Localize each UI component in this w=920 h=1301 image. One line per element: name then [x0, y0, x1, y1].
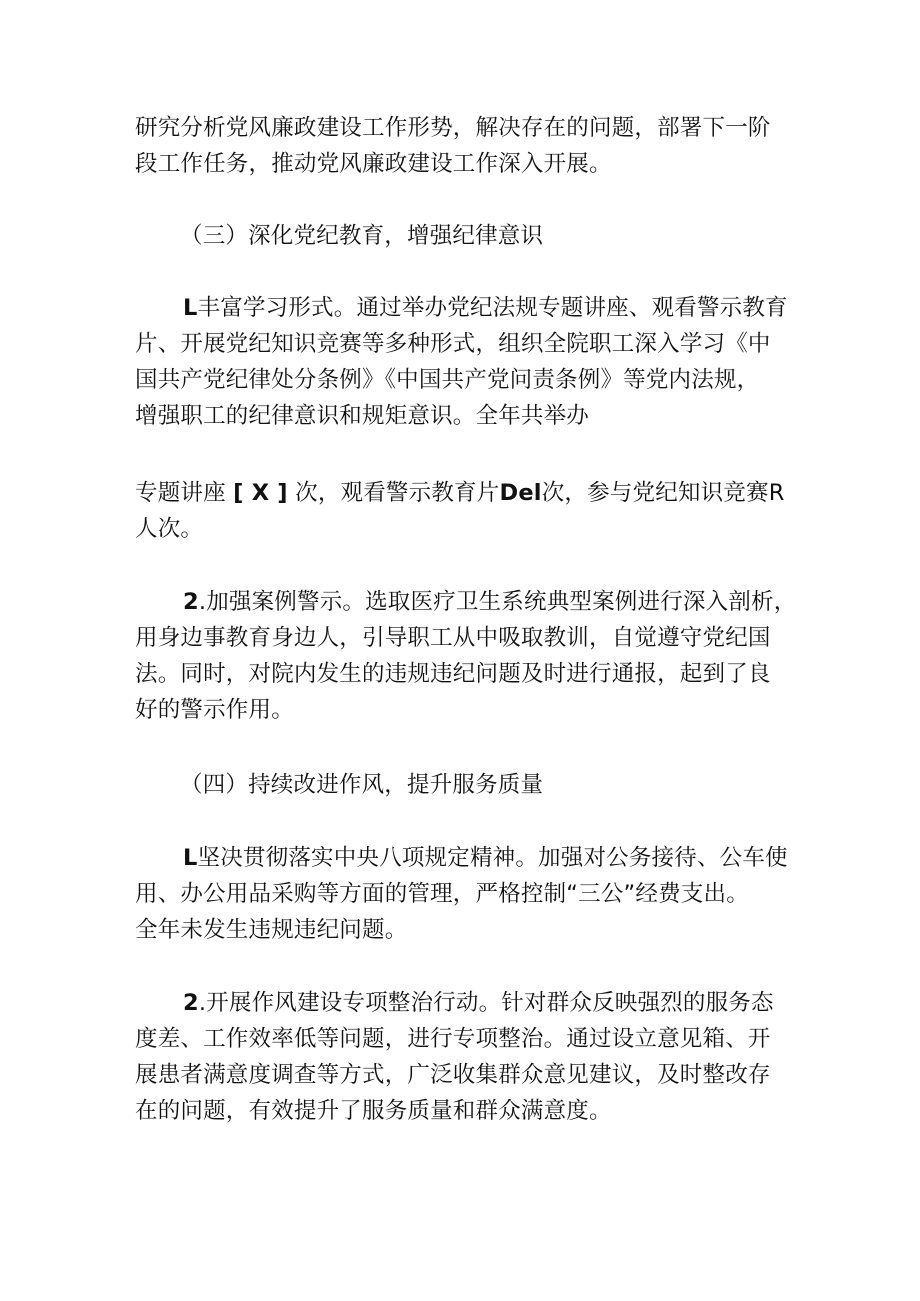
- text-line: [135, 290, 795, 326]
- text-line: 在的问题，有效提升了服务质量和群众满意度。: [135, 1098, 612, 1124]
- section-heading-3: [180, 218, 840, 254]
- text-segment: 坚决贯彻落实中央八项规定精神。加强对公务接待、公车使: [197, 845, 788, 871]
- text-line: 好的警示作用。: [135, 697, 294, 723]
- text-line: 人次。: [135, 516, 204, 542]
- paragraph-intro-continuation: [135, 110, 795, 182]
- text-line: 用身边事教育身边人，引导职工从中吸取教训，自觉遵守党纪国: [135, 625, 771, 651]
- text-segment: 次，观看警示教育片: [295, 480, 500, 506]
- text-line: 用、办公用品采购等方面的管理，严格控制“三公”经费支出。: [135, 881, 749, 907]
- text-line: 展患者满意度调查等方式，广泛收集群众意见建议，及时整改存: [135, 1062, 771, 1088]
- text-line: 国共产党纪律处分条例》《中国共产党问责条例》等党内法规，: [135, 367, 760, 393]
- text-line: 研究分析党风廉政建设工作形势，解决存在的问题，部署下一阶: [135, 115, 771, 141]
- text-line: 全年未发生违规违纪问题。: [135, 917, 408, 943]
- item-number: 2: [183, 589, 199, 615]
- text-line: 度差、工作效率低等问题，进行专项整治。通过设立意见箱、开: [135, 1026, 771, 1052]
- text-line: 增强职工的纪律意识和规矩意识。全年共举办: [135, 403, 590, 429]
- heading-text: （三）深化党纪教育，增强纪律意识: [180, 223, 544, 249]
- text-line: [135, 584, 795, 620]
- paragraph-case-warning: [135, 584, 795, 728]
- text-line: [135, 475, 795, 511]
- text-line: [135, 985, 795, 1021]
- text-segment: 专题讲座: [135, 480, 226, 506]
- text-segment: .开展作风建设专项整治行动。针对群众反映强烈的服务态: [198, 990, 774, 1016]
- text-line: 法。同时，对院内发生的违规违纪问题及时进行通报，起到了良: [135, 661, 771, 687]
- text-line: 段工作任务，推动党风廉政建设工作深入开展。: [135, 151, 612, 177]
- item-number: 2: [183, 990, 199, 1016]
- paragraph-eight-rules: [135, 840, 795, 948]
- paragraph-study-forms: [135, 290, 795, 434]
- placeholder-x: [ X ]: [233, 480, 288, 506]
- text-line: [135, 840, 795, 876]
- text-segment: 次，参与党纪知识竞赛R: [541, 480, 785, 506]
- text-line: 片、开展党纪知识竞赛等多种形式，组织全院职工深入学习《中: [135, 331, 771, 357]
- paragraph-style-rectification: [135, 985, 795, 1129]
- placeholder-del: Del: [499, 480, 542, 506]
- text-segment: .加强案例警示。选取医疗卫生系统典型案例进行深入剖析，: [198, 589, 797, 615]
- text-segment: 丰富学习形式。通过举办党纪法规专题讲座、观看警示教育: [197, 295, 788, 321]
- item-number: L: [183, 845, 198, 871]
- section-heading-4: [180, 767, 840, 803]
- paragraph-lecture-stats: [135, 475, 795, 547]
- item-number: L: [183, 295, 198, 321]
- heading-text: （四）持续改进作风，提升服务质量: [180, 772, 544, 798]
